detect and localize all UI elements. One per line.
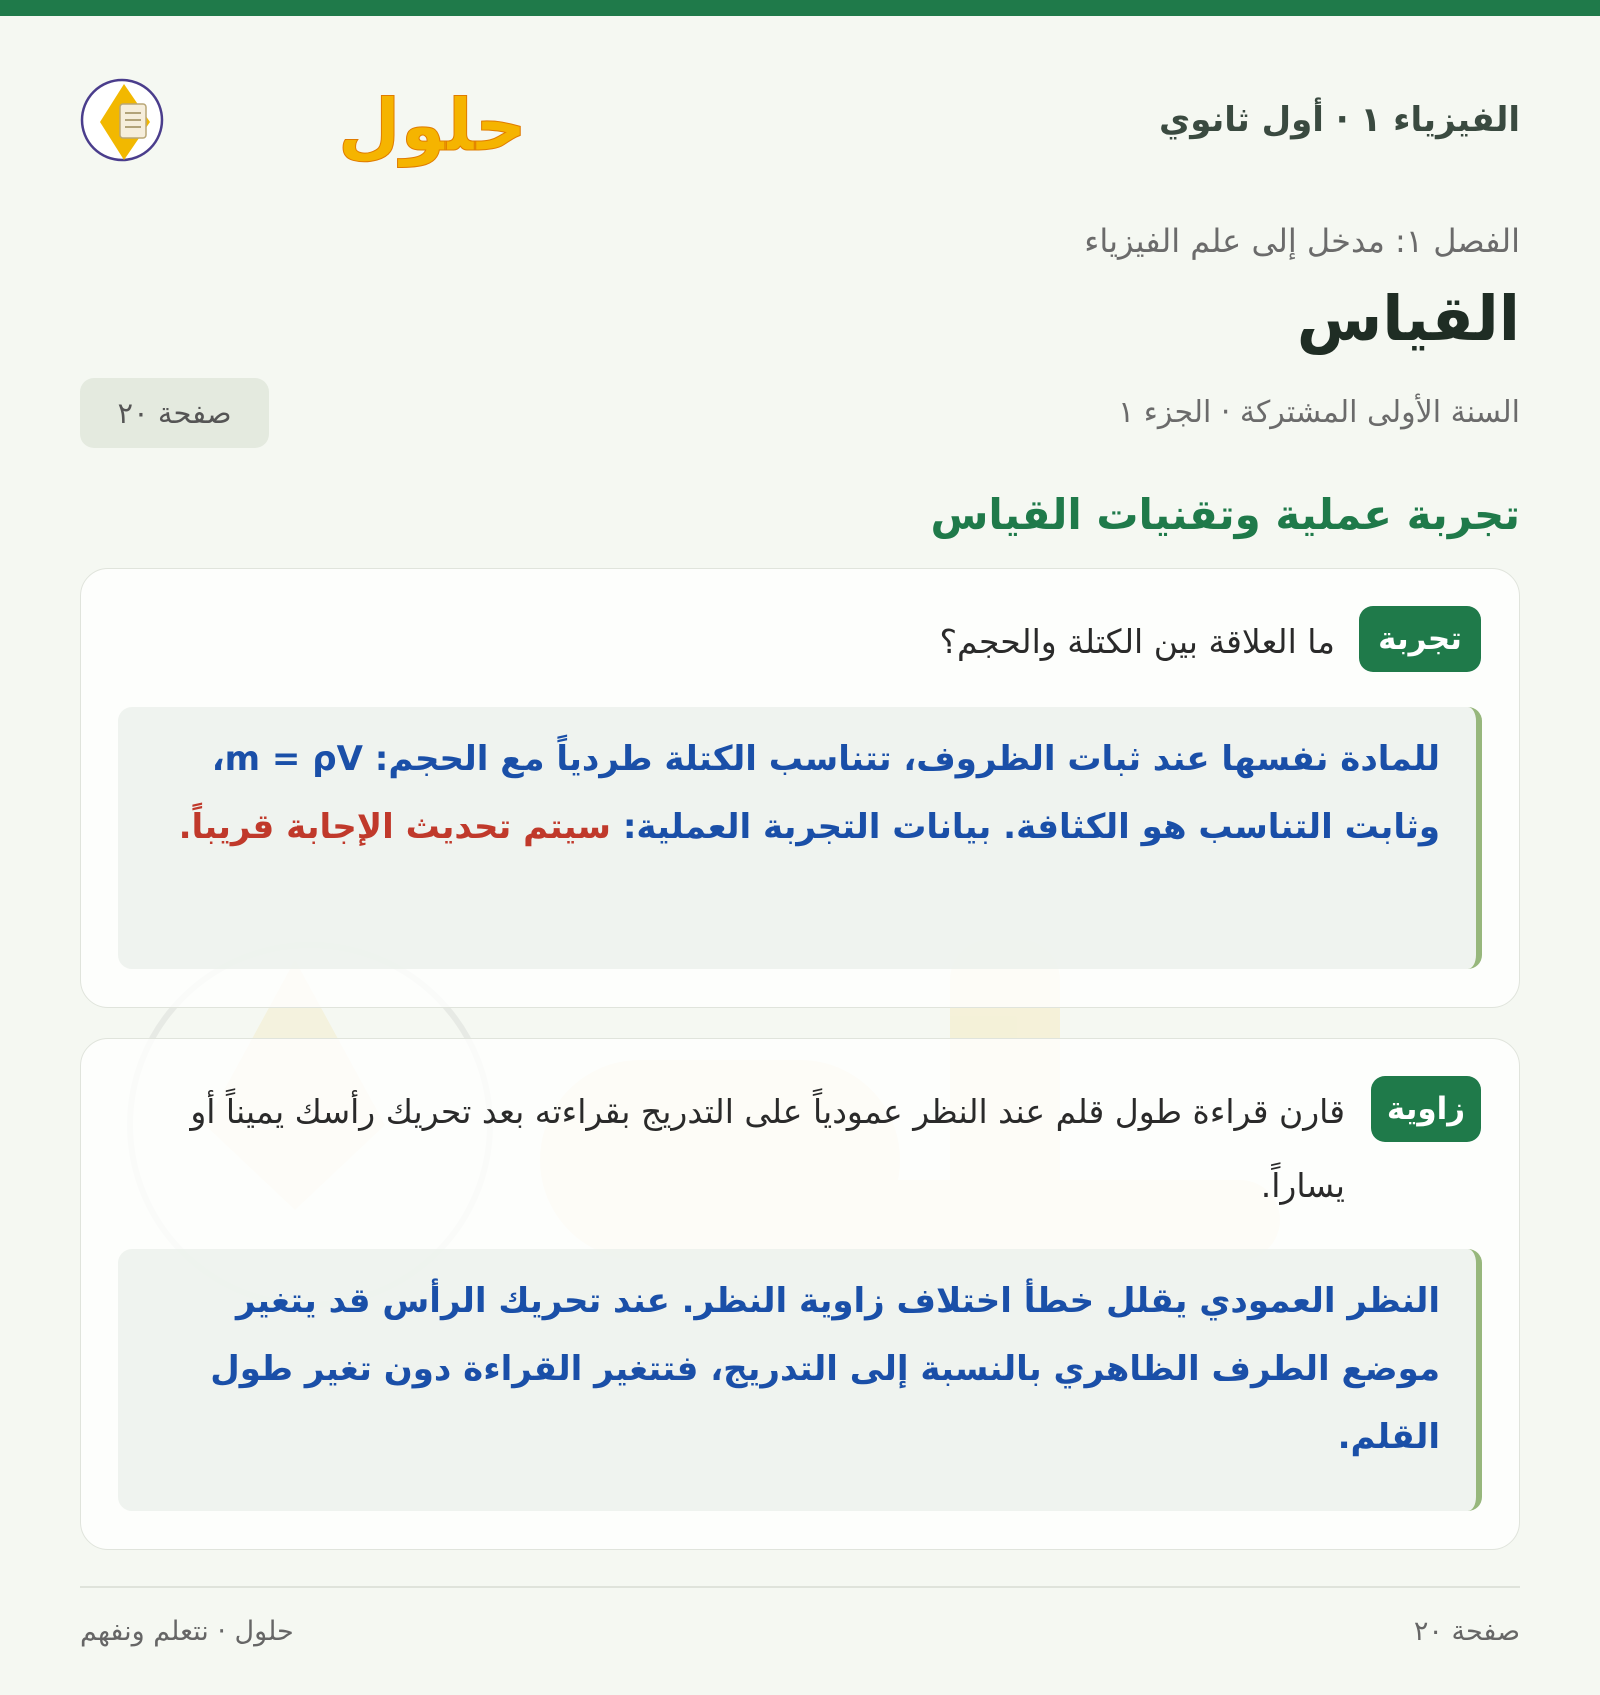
question-card xyxy=(80,1038,1520,1550)
lesson-meta: السنة الأولى المشتركة · الجزء ١ xyxy=(1118,395,1520,430)
footer-divider xyxy=(80,1586,1520,1588)
pending-answer-note: سيتم تحديث الإجابة قريباً. xyxy=(178,807,611,847)
footer-page-number: صفحة ٢٠ xyxy=(1413,1616,1520,1647)
subject-title: الفيزياء ١ · أول ثانوي xyxy=(1159,100,1520,140)
answer-box xyxy=(118,707,1482,969)
angle-tag: زاوية xyxy=(1371,1076,1481,1142)
top-accent-bar xyxy=(0,0,1600,16)
answer-text: للمادة نفسها عند ثبات الظروف، تتناسب الكتلة طردياً مع الحجم: m = ρV، وثابت التناسب هو الكثافة. بيانات التجربة العملية: xyxy=(211,739,1440,847)
question-text: قارن قراءة طول قلم عند النظر عمودياً على التدريج بقراءته بعد تحريك رأسك يميناً أو يساراً. xyxy=(190,1092,1345,1205)
page-number-badge: صفحة ٢٠ xyxy=(80,378,269,448)
question-text: ما العلاقة بين الكتلة والحجم؟ xyxy=(939,622,1335,661)
logo-text: حلول xyxy=(338,83,527,167)
hulool-logo-icon[interactable] xyxy=(80,68,527,178)
answer-text: النظر العمودي يقلل خطأ اختلاف زاوية النظر. عند تحريك الرأس قد يتغير موضع الطرف الظاهري بالنسبة إلى التدريج، فتتغير القراءة دون تغير طول القلم. xyxy=(210,1281,1440,1457)
page-header xyxy=(80,68,1520,178)
experiment-tag: تجربة xyxy=(1359,606,1481,672)
footer-brand: حلول · نتعلم ونفهم xyxy=(80,1616,294,1647)
question-card xyxy=(80,568,1520,1008)
lesson-title: القياس xyxy=(1296,282,1520,355)
answer-box xyxy=(118,1249,1482,1511)
chapter-label: الفصل ١: مدخل إلى علم الفيزياء xyxy=(1084,222,1520,260)
section-title: تجربة عملية وتقنيات القياس xyxy=(930,490,1520,539)
